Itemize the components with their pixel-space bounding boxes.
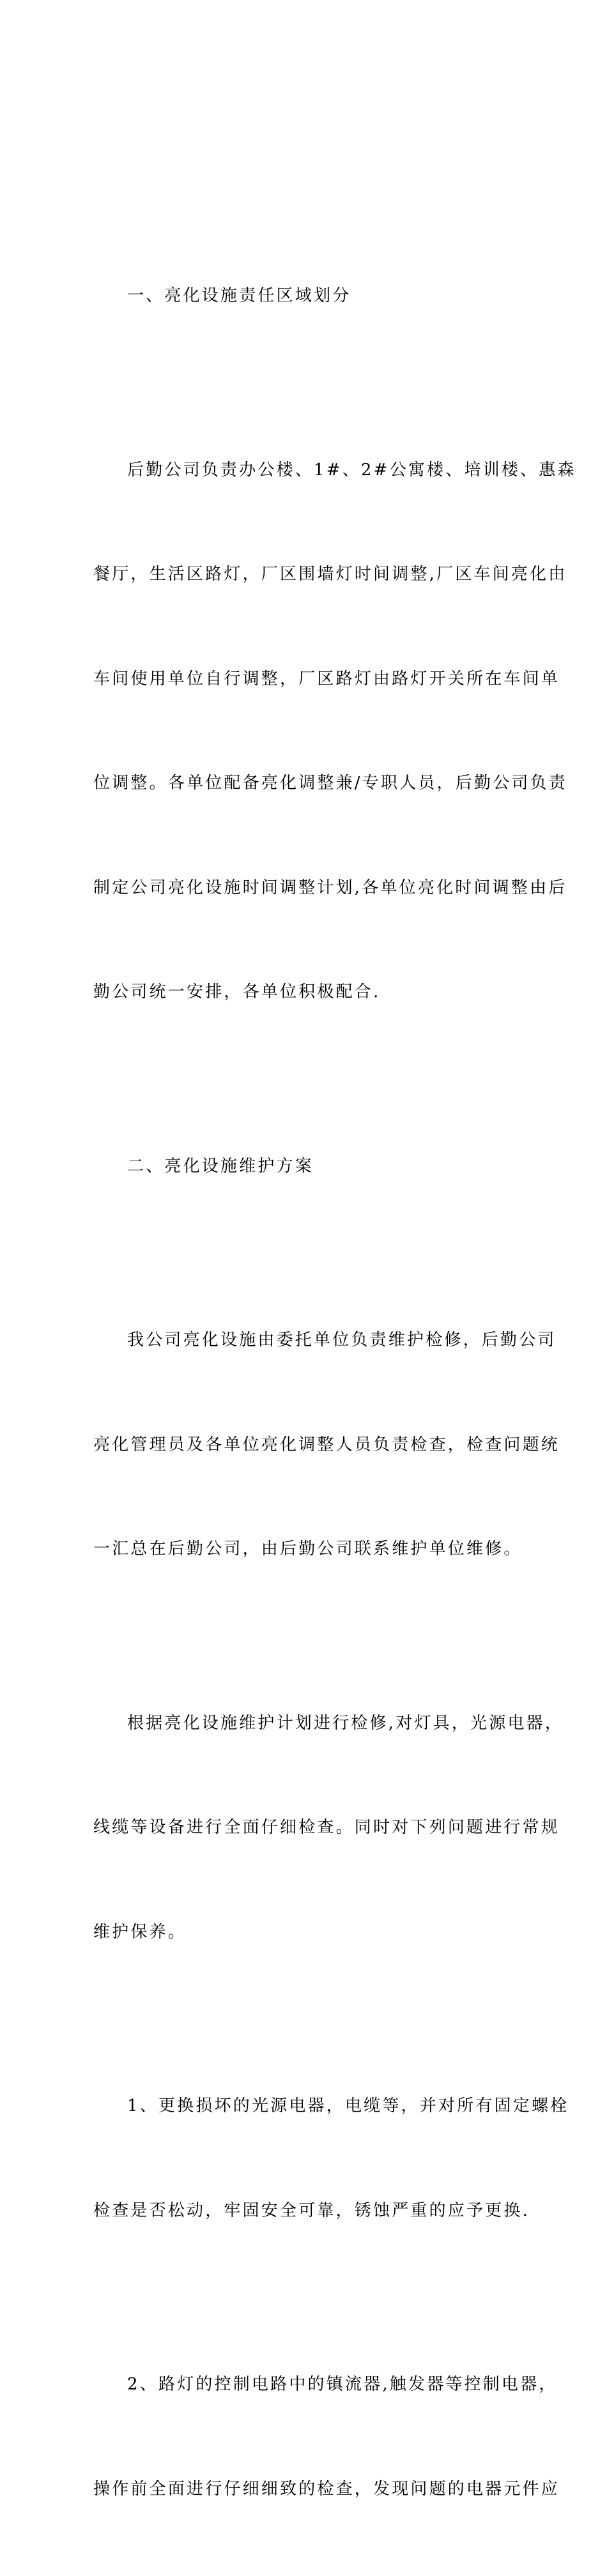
text-line: 根据亮化设施维护计划进行检修,对灯具，光源电器， bbox=[127, 1713, 564, 1733]
text-line: 后勤公司负责办公楼、1#、2#公寓楼、培训楼、惠森 bbox=[127, 460, 576, 480]
text-line: 2、路灯的控制电路中的镇流器,触发器等控制电器， bbox=[127, 2375, 558, 2394]
paragraph-maintenance bbox=[93, 1253, 560, 1636]
text-line: 一汇总在后勤公司，由后勤公司联系维护单位维修。 bbox=[93, 1539, 523, 1559]
text-line: 1、更换损坏的光源电器，电缆等，并对所有固定螺栓 bbox=[127, 2096, 569, 2115]
text-line: 勤公司统一安排，各单位积极配合. bbox=[93, 982, 381, 1002]
text-line: 亮化管理员及各单位亮化调整人员负责检查，检查问题统 bbox=[93, 1435, 560, 1454]
paragraph-responsibility bbox=[93, 383, 576, 1079]
text-line: 检查是否松动，牢固安全可靠，锈蚀严重的应予更换. bbox=[93, 2200, 530, 2220]
text-line: 一、亮化设施责任区域划分 bbox=[127, 286, 351, 305]
document-body bbox=[93, 209, 576, 2576]
text-line: 制定公司亮化设施时间调整计划,各单位亮化时间调整由后 bbox=[93, 878, 567, 897]
list-item-1 bbox=[93, 2019, 569, 2298]
text-line: 位调整。各单位配备亮化调整兼/专职人员，后勤公司负责 bbox=[93, 774, 567, 793]
section-heading-1 bbox=[93, 209, 515, 383]
text-line: 操作前全面进行仔细细致的检查，发现问题的电器元件应 bbox=[93, 2479, 560, 2499]
text-line: 维护保养。 bbox=[93, 1922, 187, 1942]
text-line: 车间使用单位自行调整，厂区路灯由路灯开关所在车间单 bbox=[93, 669, 560, 689]
text-line: 餐厅，生活区路灯，厂区围墙灯时间调整,厂区车间亮化由 bbox=[93, 565, 567, 584]
paragraph-inspection-plan bbox=[93, 1636, 564, 2020]
list-item-2 bbox=[93, 2298, 560, 2576]
text-line: 我公司亮化设施由委托单位负责维护检修，后勤公司 bbox=[127, 1330, 557, 1350]
text-line: 线缆等设备进行全面仔细检查。同时对下列问题进行常规 bbox=[93, 1818, 560, 1837]
section-heading-2 bbox=[93, 1079, 515, 1254]
text-line: 二、亮化设施维护方案 bbox=[127, 1156, 314, 1176]
